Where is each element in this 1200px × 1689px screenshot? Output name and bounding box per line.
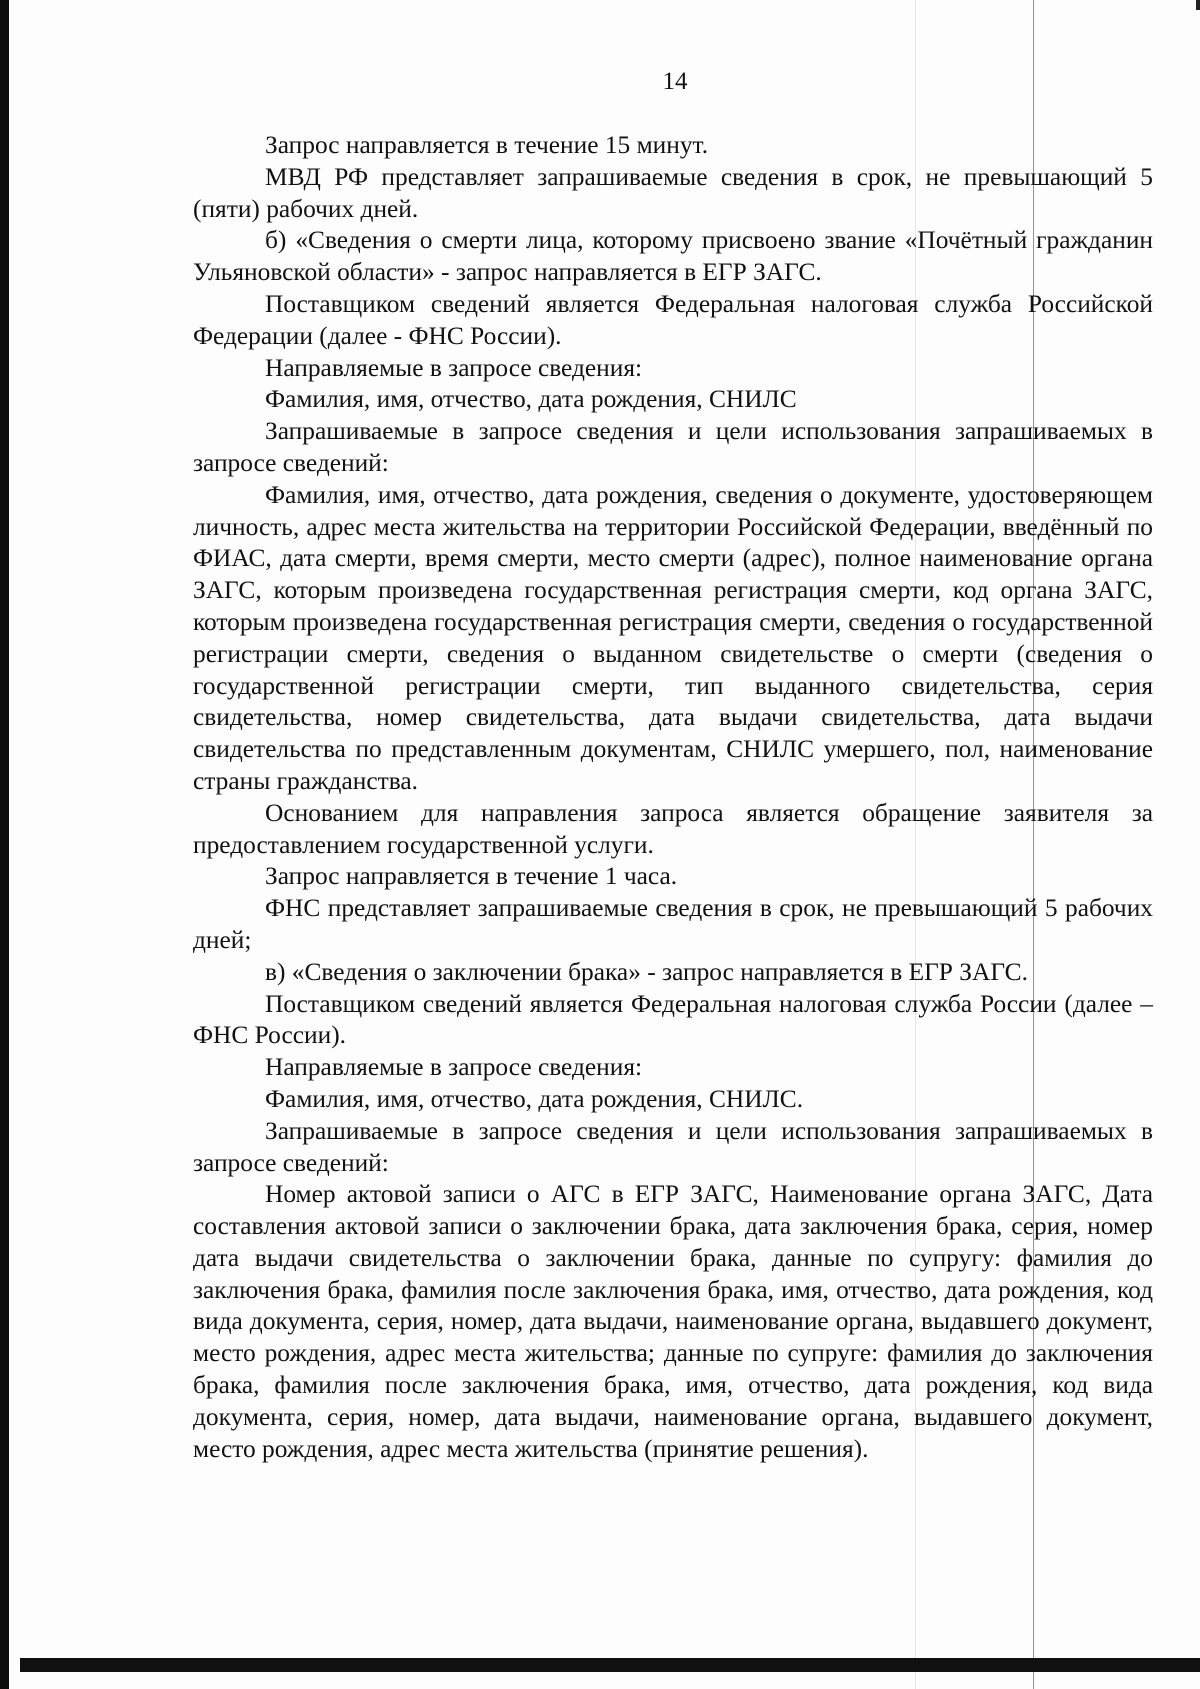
page-number: 14 [662, 68, 688, 95]
document-body [193, 130, 1153, 1465]
paragraph: Направляемые в запросе сведения: [265, 353, 643, 382]
paragraph: Запрашиваемые в запросе сведения и цели использования запрашиваемых в запросе сведений: [193, 417, 1153, 477]
paragraph: Направляемые в запросе сведения: [265, 1053, 643, 1082]
paragraph: Фамилия, имя, отчество, дата рождения, СНИЛС. [265, 1084, 804, 1113]
scan-edge-right-top [1196, 0, 1200, 10]
paragraph: Номер актовой записи о АГС в ЕГР ЗАГС, Наименование органа ЗАГС, Дата составления актовой записи о заключении брака, дата заключения брака, серия, номер дата выдачи свидетельства о заключении брака, данные по супругу: фамилия до заключения брака, фамилия после заключения брака, имя, отчество, дата рождения, код вида документа, серия, номер, дата выдачи, наименование органа, выдавшего документ, место рождения, адрес места жительства; данные по супруге: фамилия до заключения брака, фамилия после заключения брака, имя, отчество, дата рождения, код вида документа, серия, номер, дата выдачи, наименование органа, выдавшего документ, место рождения, адрес места жительства (принятие решения). [193, 1180, 1153, 1463]
paragraph: Поставщиком сведений является Федеральная налоговая служба России (далее – ФНС России). [193, 989, 1153, 1050]
paragraph: Запрос направляется в течение 1 часа. [265, 862, 678, 891]
scan-bottom-band [20, 1658, 1200, 1672]
paragraph: Запрашиваемые в запросе сведения и цели использования запрашиваемых в запросе сведений: [193, 1116, 1153, 1177]
paragraph: ФНС представляет запрашиваемые сведения в срок, не превышающий 5 рабочих дней; [193, 894, 1153, 954]
scan-edge-left [0, 0, 9, 1689]
paragraph: б) «Сведения о смерти лица, которому присвоено звание «Почётный гражданин Ульяновской области» - запрос направляется в ЕГР ЗАГС. [193, 226, 1153, 287]
paragraph: Фамилия, имя, отчество, дата рождения, СНИЛС [265, 385, 797, 414]
paragraph: Основанием для направления запроса является обращение заявителя за предоставлением государственной услуги. [193, 798, 1153, 859]
paragraph: Запрос направляется в течение 15 минут. [265, 131, 709, 159]
paragraph: Фамилия, имя, отчество, дата рождения, сведения о документе, удостоверяющем личность, адрес места жительства на территории Российской Федерации, введённый по ФИАС, дата смерти, время смерти, место смерти (адрес), полное наименование органа ЗАГС, которым произведена государственная регистрация смерти, код органа ЗАГС, которым произведена государственная регистрация смерти, сведения о государственной регистрации смерти, сведения о выданном свидетельстве о смерти (сведения о государственной регистрации смерти, тип выданного свидетельства, серия свидетельства, номер свидетельства, дата выдачи свидетельства, дата выдачи свидетельства по представленным документам, СНИЛС умершего, пол, наименование страны гражданства. [193, 480, 1153, 795]
paragraph: МВД РФ представляет запрашиваемые сведения в срок, не превышающий 5 (пяти) рабочих дней. [193, 162, 1153, 223]
paragraph: Поставщиком сведений является Федеральная налоговая служба Российской Федерации (далее - ФНС России). [193, 289, 1153, 350]
paragraph: в) «Сведения о заключении брака» - запрос направляется в ЕГР ЗАГС. [265, 957, 1028, 986]
